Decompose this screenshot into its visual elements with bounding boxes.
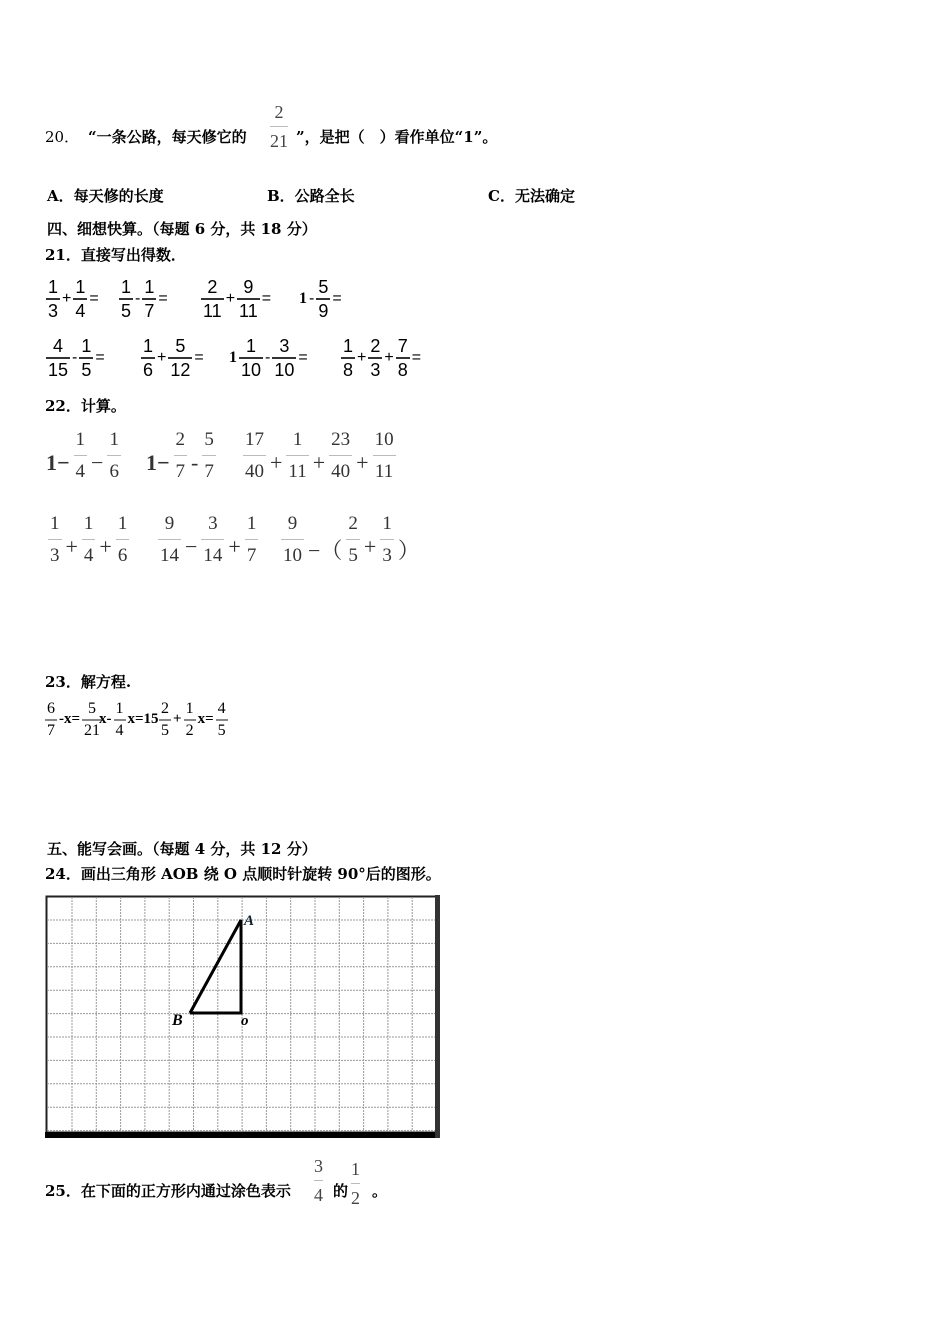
fraction-bar (159, 719, 171, 721)
numerator: 7 (397, 336, 408, 356)
fraction (159, 701, 171, 739)
denominator: 10 (283, 545, 302, 566)
fraction-bar (396, 357, 410, 359)
fraction (114, 701, 126, 739)
fraction (281, 514, 304, 565)
denominator: 4 (115, 721, 124, 739)
fraction (346, 514, 360, 565)
fraction (380, 514, 394, 565)
operator: x=15 (127, 711, 159, 728)
fraction (141, 337, 155, 379)
fraction (119, 278, 133, 320)
operator: + (99, 534, 112, 559)
fraction (158, 514, 181, 565)
operator: = (332, 289, 342, 307)
fraction-bar (74, 455, 88, 456)
q20-option-b[interactable]: B．公路全长 (267, 187, 355, 205)
numerator: 1 (246, 513, 257, 534)
operator: + (270, 450, 283, 475)
fraction-bar (380, 539, 394, 540)
q23-label: 23．解方程. (45, 673, 132, 691)
q23-equation (98, 701, 160, 739)
numerator: 2 (207, 277, 218, 297)
operator: + (356, 450, 369, 475)
numerator: 1 (185, 700, 194, 717)
fraction (46, 337, 70, 379)
denominator: 15 (48, 359, 69, 380)
fraction (82, 514, 96, 565)
fraction (48, 514, 62, 565)
denominator: 3 (382, 545, 392, 566)
q21-label: 21．直接写出得数． (45, 246, 186, 264)
denominator: 11 (374, 461, 394, 482)
fraction-bar (243, 455, 266, 456)
q25-fraction-half (351, 1160, 360, 1207)
denominator: 10 (241, 359, 262, 380)
fraction-bar (107, 455, 121, 456)
fraction-bar (116, 539, 130, 540)
fraction (396, 337, 410, 379)
fraction (329, 430, 352, 481)
q22-expr (155, 514, 261, 565)
numerator: 1 (109, 429, 119, 450)
operator: + (357, 348, 367, 366)
fraction (368, 337, 382, 379)
denominator: 21 (270, 131, 288, 151)
operator: − (91, 450, 104, 475)
denominator: 7 (175, 461, 186, 482)
fraction-bar (141, 357, 155, 359)
operator: - (265, 348, 271, 366)
operator: x= (197, 711, 214, 728)
numerator: 1 (115, 700, 124, 717)
numerator: 9 (243, 277, 254, 297)
fraction-bar (46, 357, 70, 359)
operator: + (62, 289, 72, 307)
numerator: 5 (88, 700, 97, 717)
fraction (239, 337, 263, 379)
fraction-bar (346, 539, 360, 540)
denominator: 21 (84, 721, 101, 739)
operator: − (185, 534, 198, 559)
q25-text-before: 25．在下面的正方形内通过涂色表示 (45, 1182, 291, 1200)
numerator: 1 (382, 513, 392, 534)
numerator: 4 (217, 700, 226, 717)
q22-expr (240, 430, 399, 481)
operator: + (363, 534, 377, 559)
section4-title: 四、细想快算。（每题 6 分，共 18 分） (47, 220, 317, 238)
numerator: 5 (204, 429, 214, 450)
fraction (201, 278, 224, 320)
operator: = (261, 289, 272, 307)
operator: + (384, 348, 394, 366)
numerator: 23 (331, 429, 351, 450)
numerator: 2 (274, 102, 284, 122)
fraction (216, 701, 228, 739)
fraction-bar (202, 455, 216, 456)
fraction (245, 514, 259, 565)
operator: + (173, 711, 182, 728)
fraction-bar (286, 455, 308, 456)
fraction-bar (245, 539, 259, 540)
q20-text-before: “一条公路，每天修它的 (88, 128, 247, 146)
numerator: 2 (348, 513, 358, 534)
fraction-bar (201, 539, 224, 540)
numerator: 1 (343, 336, 354, 356)
denominator: 6 (117, 545, 128, 566)
point-b-label: B (172, 1012, 183, 1029)
q20-option-a[interactable]: A．每天修的长度 (47, 187, 164, 205)
fraction-bar (184, 719, 196, 721)
operator: = (298, 348, 308, 366)
q21-expr (340, 337, 422, 379)
fraction (79, 337, 93, 379)
denominator: 4 (75, 461, 86, 482)
denominator: 7 (204, 461, 214, 482)
q21-expr (118, 278, 169, 320)
operator: + (312, 450, 326, 475)
denominator: 8 (343, 359, 354, 380)
fraction (202, 430, 216, 481)
fraction-bar (373, 455, 396, 456)
denominator: 11 (239, 300, 258, 321)
denominator: 7 (47, 721, 55, 739)
section5-title: 五、能写会画。（每题 4 分，共 12 分） (47, 840, 317, 858)
denominator: 5 (161, 721, 169, 739)
numerator: 1 (50, 513, 60, 534)
numerator: 2 (370, 336, 381, 356)
q22-expr (278, 514, 421, 565)
numerator: 1 (292, 429, 303, 450)
fraction-bar (79, 357, 93, 359)
operator: + (228, 534, 241, 559)
operator: + (65, 534, 78, 559)
point-a-label: A (244, 913, 255, 929)
numerator: 1 (121, 277, 132, 297)
operator: = (89, 289, 99, 307)
fraction (243, 430, 266, 481)
denominator: 4 (314, 1185, 323, 1205)
q25-text-after: 。 (372, 1182, 388, 1200)
q22-expr (45, 430, 124, 481)
fraction (45, 701, 57, 739)
denominator: 11 (203, 300, 222, 321)
fraction-bar (329, 455, 352, 456)
q21-expr (200, 278, 272, 320)
denominator: 6 (109, 461, 119, 482)
fraction (184, 701, 196, 739)
fraction-bar (82, 539, 96, 540)
denominator: 5 (217, 721, 226, 739)
q21-expr (45, 278, 100, 320)
denominator: 5 (81, 359, 92, 380)
q20-number: 20． (45, 128, 80, 146)
q22-expr (45, 514, 132, 565)
fraction-bar (114, 719, 126, 721)
numerator: 1 (81, 336, 92, 356)
denominator: 3 (50, 545, 60, 566)
fraction-bar (45, 719, 57, 721)
q23-equation (44, 701, 103, 739)
fraction-bar (158, 539, 181, 540)
denominator: 40 (245, 461, 264, 482)
fraction (116, 514, 130, 565)
numerator: 9 (164, 513, 175, 534)
denominator: 3 (370, 359, 381, 380)
numerator: 2 (175, 429, 186, 450)
operator: - (309, 289, 315, 307)
fraction (46, 278, 60, 320)
fraction-bar (316, 298, 330, 300)
operator: = (411, 348, 422, 366)
q24-label: 24．画出三角形 AOB 绕 O 点顺时针旋转 90°后的图形。 (45, 865, 441, 883)
denominator: 10 (274, 359, 295, 380)
denominator: 6 (143, 359, 154, 380)
numerator: 3 (208, 513, 218, 534)
point-o-label: o (241, 1013, 249, 1029)
numerator: 4 (53, 336, 64, 356)
denominator: 2 (185, 721, 194, 739)
denominator: 9 (318, 300, 329, 321)
whole-number: 1− (46, 450, 70, 475)
denominator: 40 (331, 461, 351, 482)
denominator: 7 (144, 300, 155, 321)
operator: x- (99, 711, 112, 728)
fraction-bar (272, 357, 296, 359)
fraction-bar (341, 357, 355, 359)
fraction (373, 430, 396, 481)
operator: −（ (308, 538, 343, 563)
q20-text-after: ”，是把（ ）看作单位“1”。 (296, 128, 498, 146)
fraction-bar (48, 539, 62, 540)
denominator: 12 (170, 359, 191, 380)
fraction-bar (281, 539, 304, 540)
fraction-bar (216, 719, 228, 721)
operator: = (95, 348, 105, 366)
fraction (237, 278, 260, 320)
fraction-bar (239, 357, 263, 359)
operator: = (194, 348, 204, 366)
fraction (168, 337, 192, 379)
denominator: 14 (160, 545, 179, 566)
q21-expr (45, 337, 106, 379)
numerator: 1 (75, 277, 86, 297)
q22-expr (145, 430, 219, 481)
numerator: 1 (351, 1159, 360, 1179)
fraction (341, 337, 355, 379)
q25-text-mid: 的 (333, 1182, 349, 1200)
operator: - (72, 348, 78, 366)
numerator: 17 (245, 429, 264, 450)
fraction-bar (237, 298, 260, 300)
numerator: 6 (47, 700, 55, 717)
numerator: 1 (75, 429, 86, 450)
fraction (74, 430, 88, 481)
fraction (201, 514, 224, 565)
denominator: 7 (246, 545, 257, 566)
denominator: 5 (348, 545, 358, 566)
denominator: 8 (397, 359, 408, 380)
numerator: 3 (279, 336, 290, 356)
numerator: 2 (161, 700, 169, 717)
numerator: 1 (144, 277, 155, 297)
whole-number: 1 (229, 348, 237, 366)
rotation-grid[interactable] (45, 895, 440, 1138)
numerator: 1 (83, 513, 94, 534)
fraction (174, 430, 188, 481)
numerator: 1 (117, 513, 128, 534)
fraction-bar (368, 357, 382, 359)
q25-fraction-three-quarters (314, 1157, 323, 1204)
q21-expr (298, 278, 343, 320)
q22-label: 22．计算。 (45, 397, 126, 415)
q21-expr (228, 337, 309, 379)
denominator: 4 (83, 545, 94, 566)
numerator: 9 (287, 513, 298, 534)
whole-number: 1 (299, 289, 307, 307)
operator: + (157, 348, 167, 366)
fraction (316, 278, 330, 320)
operator: -x= (59, 711, 81, 728)
fraction-bar (174, 455, 188, 456)
fraction-bar (168, 357, 192, 359)
q23-equation (158, 701, 229, 739)
fraction (73, 278, 87, 320)
fraction (286, 430, 308, 481)
q20-option-c[interactable]: C．无法确定 (488, 187, 575, 205)
fraction (272, 337, 296, 379)
numerator: 1 (246, 336, 257, 356)
operator: = (158, 289, 168, 307)
denominator: 3 (48, 300, 59, 321)
denominator: 14 (203, 545, 223, 566)
fraction (142, 278, 156, 320)
numerator: 1 (48, 277, 59, 297)
denominator: 4 (75, 300, 86, 321)
fraction (107, 430, 121, 481)
q21-expr (140, 337, 205, 379)
fraction-bar (142, 298, 156, 300)
numerator: 1 (143, 336, 154, 356)
numerator: 10 (374, 429, 394, 450)
numerator: 3 (314, 1156, 323, 1176)
fraction-bar (201, 298, 224, 300)
operator: - (135, 289, 141, 307)
operator: ） (397, 538, 420, 563)
operator: - (191, 450, 199, 475)
numerator: 5 (318, 277, 329, 297)
q20-fraction (270, 103, 288, 150)
fraction-bar (119, 298, 133, 300)
denominator: 5 (121, 300, 132, 321)
fraction-bar (73, 298, 87, 300)
numerator: 5 (175, 336, 186, 356)
denominator: 2 (351, 1188, 360, 1208)
fraction-bar (46, 298, 60, 300)
whole-number: 1− (146, 450, 170, 475)
operator: + (225, 289, 236, 307)
denominator: 11 (288, 461, 307, 482)
